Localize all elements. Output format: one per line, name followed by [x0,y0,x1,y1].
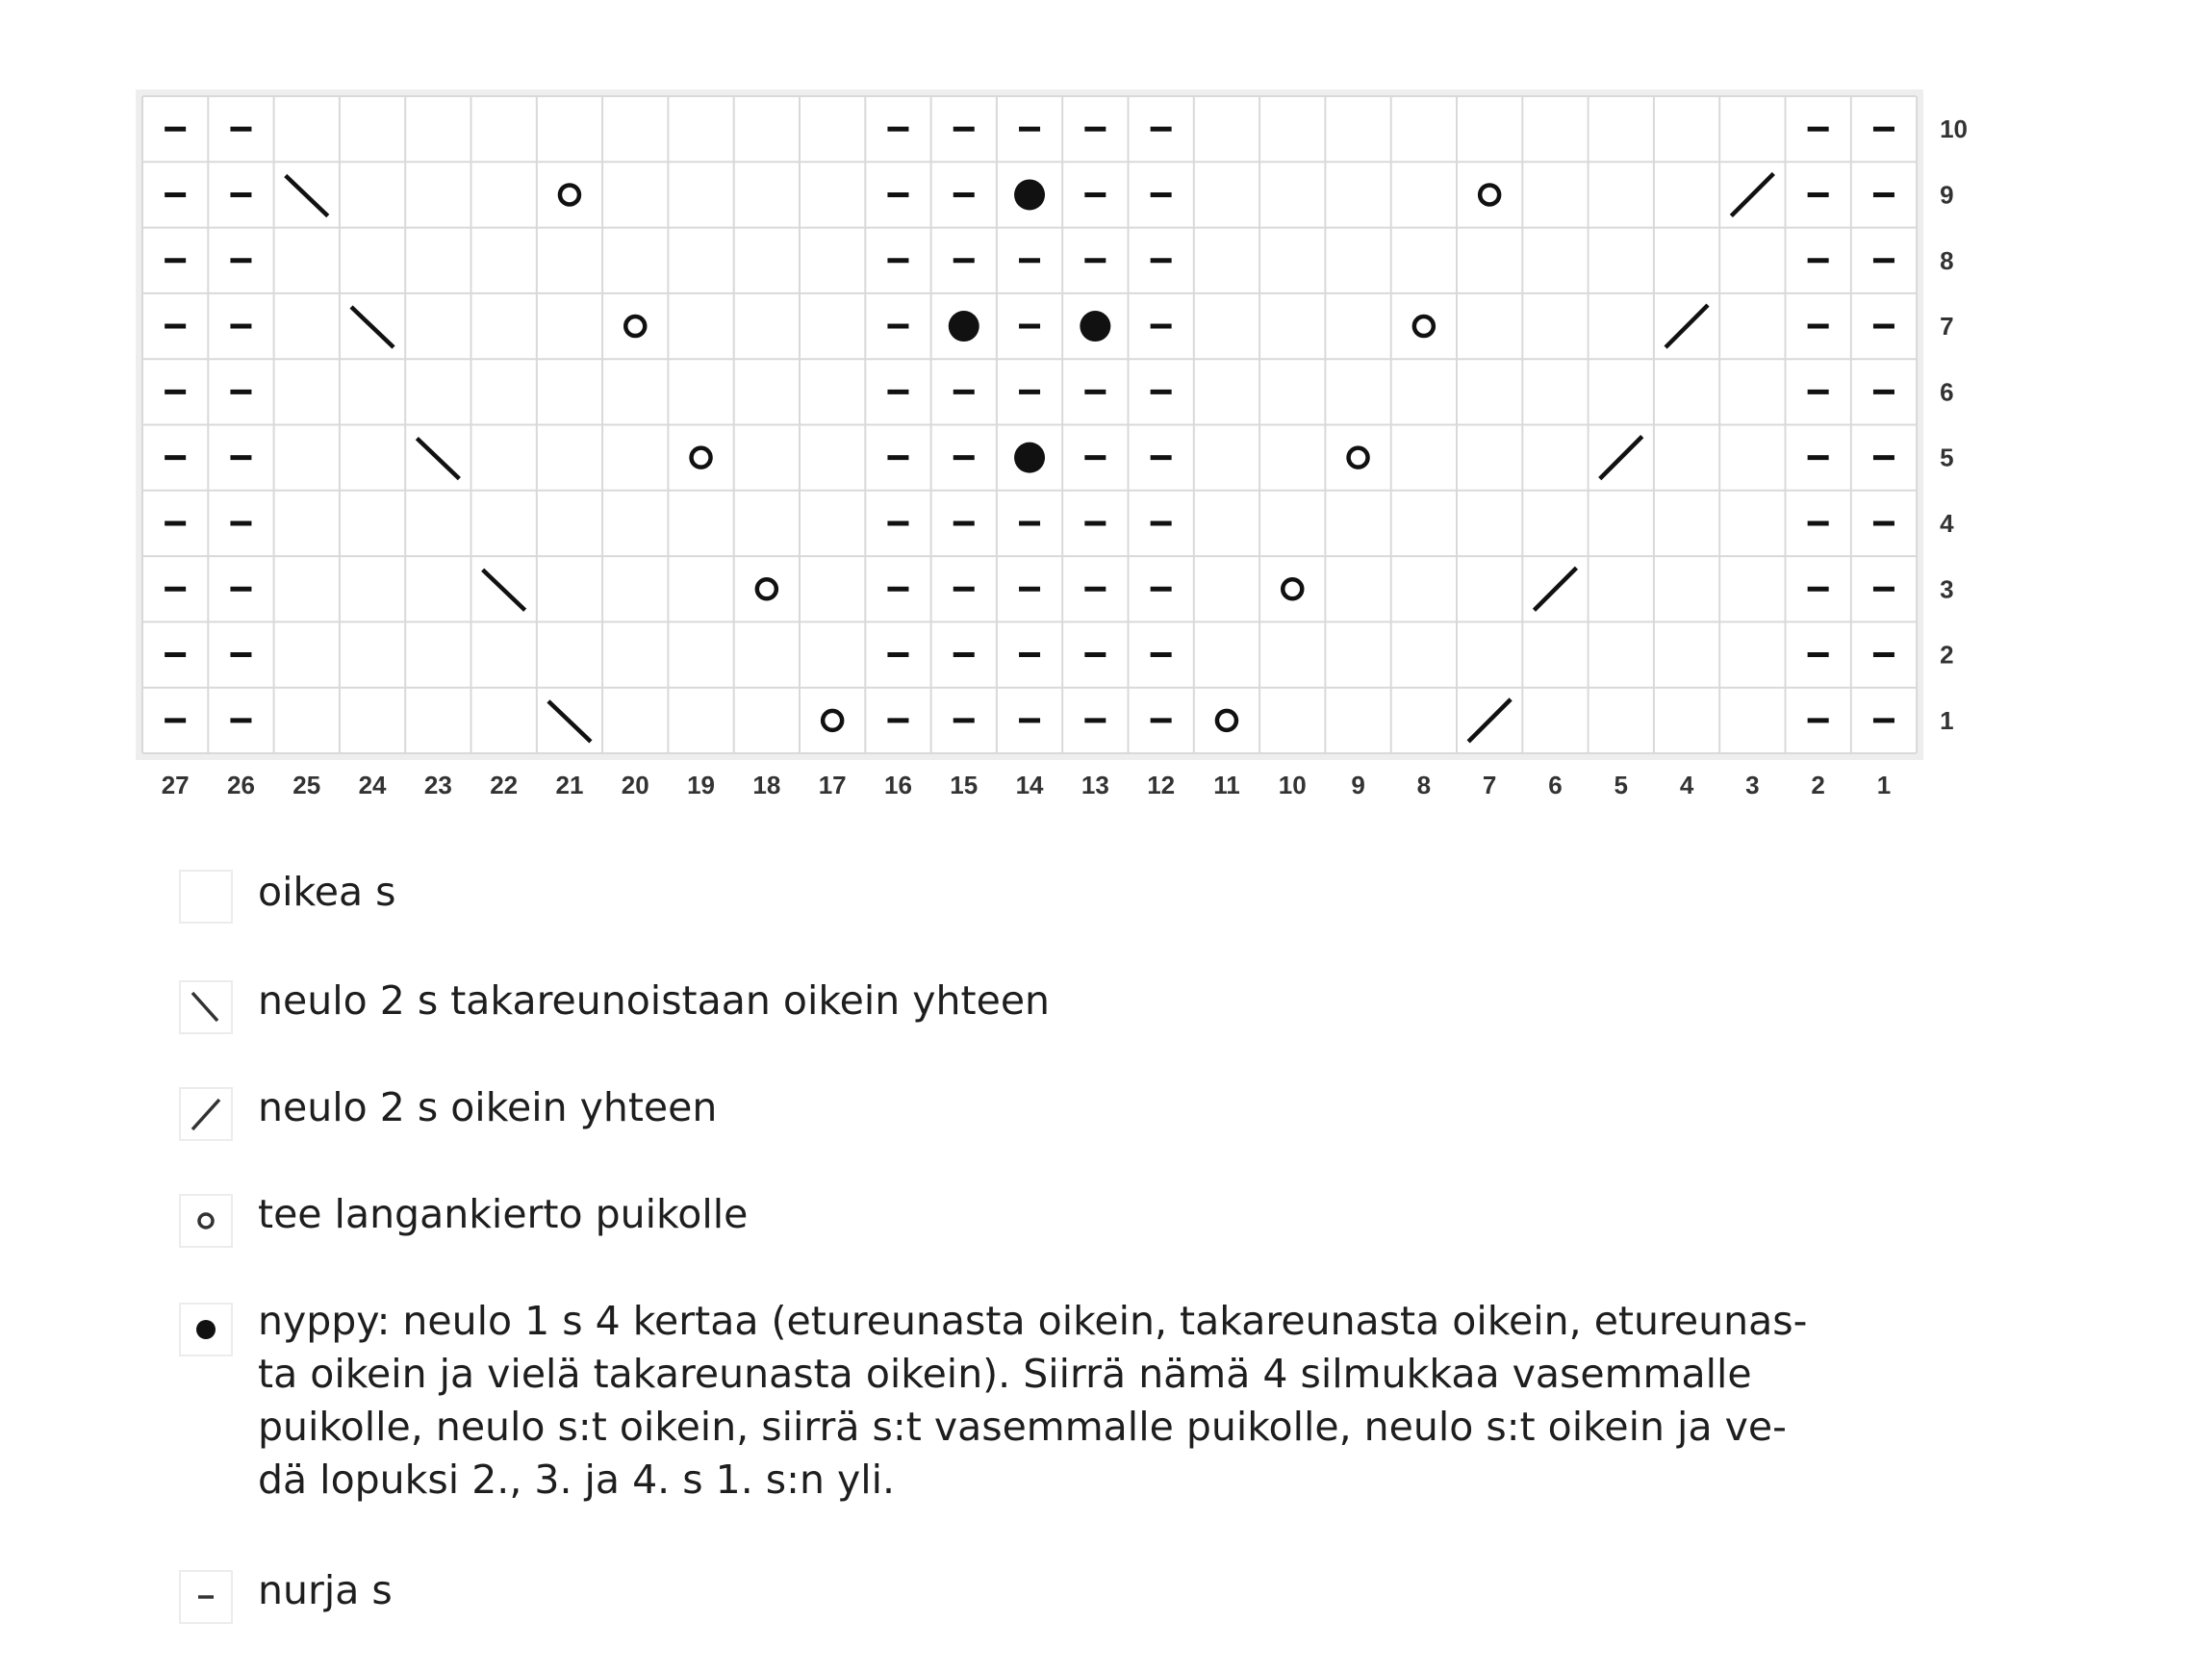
bobble-mark [1080,311,1110,342]
legend-text-k2tog [258,1081,1913,1134]
row-label: 4 [1940,508,1954,538]
bobble-mark [1014,179,1045,210]
legend-line: nurja s [258,1567,393,1613]
column-label: 25 [292,771,321,799]
legend-line: tee langankierto puikolle [258,1191,749,1237]
legend-text-knit [258,866,1913,919]
column-label: 12 [1147,771,1176,799]
column-label: 27 [161,771,190,799]
legend-line: oikea s [258,869,396,915]
row-label: 7 [1940,312,1954,342]
column-label: 11 [1213,771,1240,799]
column-label: 15 [950,771,979,799]
column-label: 22 [490,771,519,799]
legend-text-yarn-over [258,1188,1913,1241]
yarn-over-symbol-icon [179,1194,233,1248]
column-label: 18 [752,771,781,799]
column-label: 19 [687,771,716,799]
row-label: 9 [1940,180,1954,210]
ssk-symbol-icon [179,980,233,1034]
purl-symbol-icon [179,1570,233,1624]
column-label: 17 [818,771,847,799]
row-label: 10 [1940,114,1969,144]
column-label: 3 [1745,771,1760,799]
row-label: 6 [1940,377,1954,407]
column-label: 8 [1416,771,1432,799]
column-label: 2 [1811,771,1825,799]
legend-text-bobble [258,1295,1913,1507]
legend-line: ta oikein ja vielä takareunasta oikein). Siirrä nämä 4 silmukkaa vasemmalle [258,1351,1752,1397]
column-label: 24 [358,771,387,799]
column-label: 21 [555,771,584,799]
bobble-mark [949,311,979,342]
bobble-symbol-icon [179,1303,233,1356]
legend-line: neulo 2 s takareunoistaan oikein yhteen [258,977,1051,1024]
legend-line: dä lopuksi 2., 3. ja 4. s 1. s:n yli. [258,1457,896,1503]
row-label: 2 [1940,640,1954,670]
column-label: 10 [1278,771,1307,799]
legend-text-purl [258,1564,1913,1617]
legend-text-ssk [258,975,1913,1027]
legend-line: neulo 2 s oikein yhteen [258,1084,718,1130]
column-label: 4 [1679,771,1694,799]
column-label: 1 [1876,771,1892,799]
column-label: 16 [883,771,912,799]
bobble-mark [1014,443,1045,473]
column-label: 13 [1081,771,1109,799]
column-label: 7 [1482,771,1497,799]
row-label: 8 [1940,245,1954,275]
column-label: 26 [226,771,255,799]
row-label: 1 [1940,705,1954,735]
column-label: 5 [1614,771,1628,799]
column-label: 20 [621,771,649,799]
column-label: 23 [423,771,452,799]
k2tog-symbol-icon [179,1087,233,1141]
column-label: 6 [1548,771,1563,799]
column-label: 9 [1351,771,1365,799]
column-label: 14 [1015,771,1044,799]
row-label: 5 [1940,443,1954,472]
row-label: 3 [1940,574,1954,604]
legend-line: puikolle, neulo s:t oikein, siirrä s:t vasemmalle puikolle, neulo s:t oikein ja ve- [258,1404,1787,1450]
legend-line: nyppy: neulo 1 s 4 kertaa (etureunasta oikein, takareunasta oikein, etureunas- [258,1298,1808,1344]
knit-symbol-icon [179,870,233,924]
